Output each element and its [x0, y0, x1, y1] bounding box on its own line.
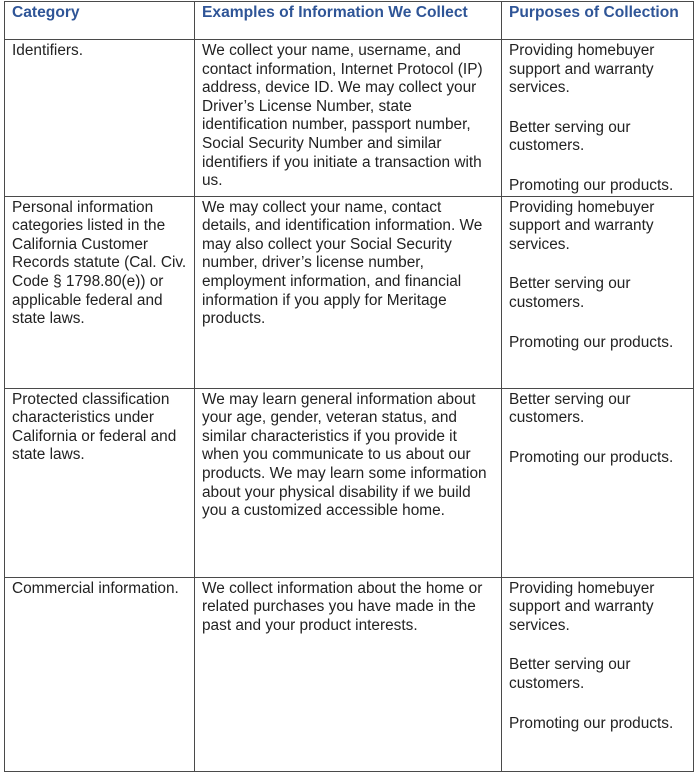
table-row-personal-information — [5, 196, 694, 388]
category-cell: Protected classification characteristics under California or federal and state laws. — [5, 388, 195, 577]
table-row-identifiers — [5, 40, 694, 197]
purpose-item: Providing homebuyer support and warranty services. — [509, 198, 655, 253]
purpose-item: Better serving our customers. — [509, 118, 631, 155]
purpose-item: Promoting our products. — [509, 333, 674, 351]
purpose-item: Promoting our products. — [509, 448, 674, 466]
purpose-item: Providing homebuyer support and warranty services. — [509, 579, 655, 634]
purposes-cell — [502, 577, 694, 771]
purpose-item: Promoting our products. — [509, 714, 674, 732]
purposes-cell — [502, 388, 694, 577]
header-examples: Examples of Information We Collect — [195, 2, 502, 40]
purpose-item: Better serving our customers. — [509, 656, 631, 692]
category-cell: Identifiers. — [5, 40, 195, 197]
examples-cell: We may collect your name, contact details, and identification information. We may also collect your Social Security number, driver’s license number, employment information, and financial information if you apply for Meritage products. — [195, 196, 502, 388]
header-purposes: Purposes of Collection — [502, 2, 694, 40]
purpose-item: Better serving our customers. — [509, 275, 631, 311]
purpose-item: Providing homebuyer support and warranty services. — [509, 42, 655, 97]
table-row-commercial-information — [5, 577, 694, 771]
purpose-list — [509, 580, 686, 734]
examples-cell: We may learn general information about your age, gender, veteran status, and similar characteristics if you provide it when you communicate to us about our products. We may learn some information about your physical disability if we build you a customized accessible home. — [195, 388, 502, 577]
category-cell: Commercial information. — [5, 577, 195, 771]
purpose-item: Better serving our customers. — [509, 390, 631, 427]
purposes-cell — [502, 40, 694, 197]
information-collection-table — [4, 1, 694, 772]
examples-cell: We collect information about the home or related purchases you have made in the past and your product interests. — [195, 577, 502, 771]
purpose-list — [509, 42, 686, 196]
purposes-cell — [502, 196, 694, 388]
category-cell: Personal information categories listed in the California Customer Records statute (Cal. Civ. Code § 1798.80(e)) or applicable federal and state laws. — [5, 196, 195, 388]
purpose-list — [509, 391, 686, 468]
table-row-protected-classification — [5, 388, 694, 577]
purpose-list — [509, 199, 686, 353]
purpose-item: Promoting our products. — [509, 176, 674, 194]
table-header-row — [5, 2, 694, 40]
examples-cell: We collect your name, username, and contact information, Internet Protocol (IP) address, device ID. We may collect your Driver’s License Number, state identification number, passport number, Social Security Number and similar identifiers if you initiate a transaction with us. — [195, 40, 502, 197]
header-category: Category — [5, 2, 195, 40]
